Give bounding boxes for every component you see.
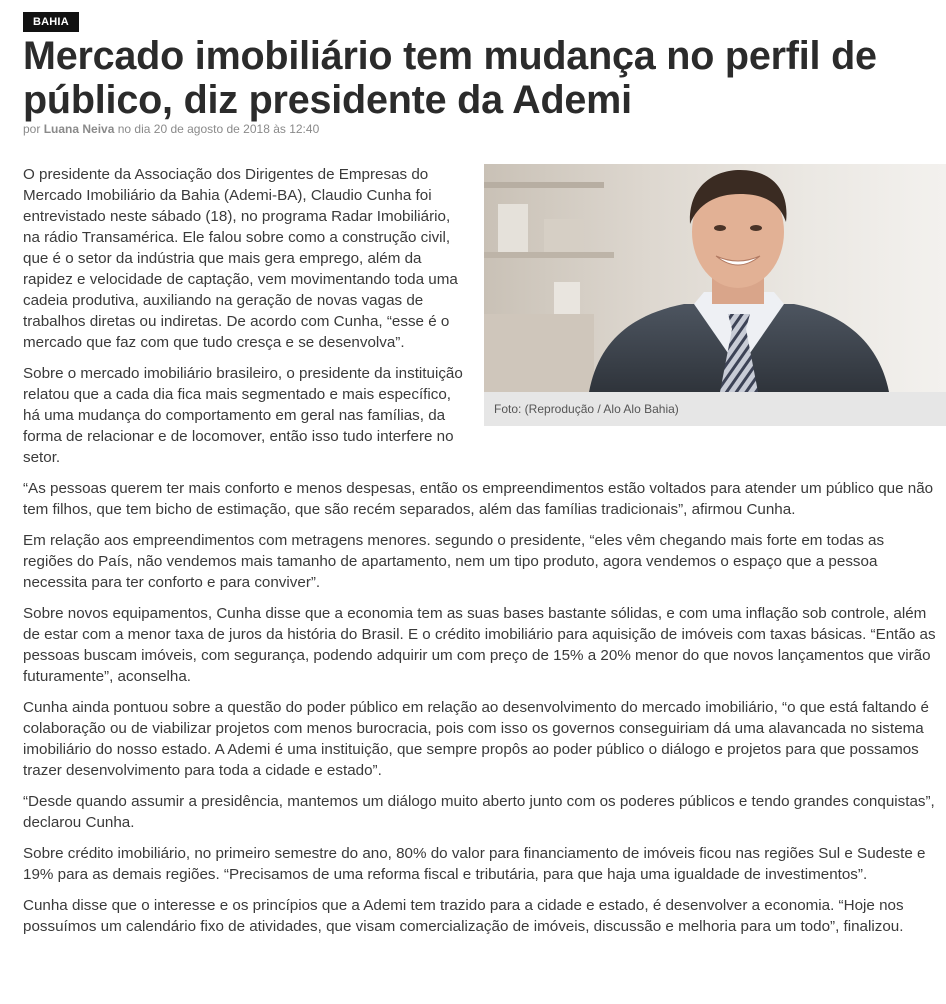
article-figure (484, 164, 946, 426)
paragraph: O presidente da Associação dos Dirigentes de Empresas do Mercado Imobiliário da Bahia (Ademi-BA), Claudio Cunha foi entrevistado neste sábado (18), no programa Radar Imobiliário, na rádio Transamérica. Ele falou sobre como a construção civil, que é o setor da indústria que mais gera emprego, além da rapidez e velocidade de captação, vem movimentando toda uma cadeia produtiva, auxiliando na geração de novas vagas de trabalhos diretas ou indiretas. De acordo com Cunha, “esse é o mercado que faz com que tudo cresça e se desenvolva”. (23, 166, 458, 351)
article-byline (23, 122, 319, 136)
publish-date: no dia 20 de agosto de 2018 às 12:40 (117, 122, 320, 136)
paragraph: Cunha disse que o interesse e os princípios que a Ademi tem trazido para a cidade e estado, é desenvolver a economia. “Hoje nos possuímos um calendário fixo de atividades, que visam comercialização de imóveis, discussão e melhoria para um todo”, finalizou. (23, 897, 904, 935)
paragraph: Sobre o mercado imobiliário brasileiro, o presidente da instituição relatou que a cada dia fica mais segmentado e mais específico, há uma mudança do comportamento em geral nas famílias, da forma de relacionar e de locomover, então isso tudo interfere no setor. (23, 365, 463, 466)
paragraph: Cunha ainda pontuou sobre a questão do poder público em relação ao desenvolvimento do mercado imobiliário, “o que está faltando é colaboração ou de viabilizar projetos com menos burocracia, pois com isso os governos conseguiriam dá uma alavancada no sistema imobiliário do nosso estado. A Ademi é uma instituição, que sempre propôs ao poder público o diálogo e projetos para que possamos trazer desenvolvimento para toda a cidade e estado”. (23, 699, 929, 779)
paragraph: “As pessoas querem ter mais conforto e menos despesas, então os empreendimentos estão voltados para atender um público que não tem filhos, que tem bicho de estimação, que são recém separados, além das famílias tradicionais”, afirmou Cunha. (23, 480, 934, 518)
paragraph: Sobre novos equipamentos, Cunha disse que a economia tem as suas bases bastante sólidas, e com uma inflação sob controle, além de estar com a menor taxa de juros da história do Brasil. E o crédito imobiliário para aquisição de imóveis com taxas básicas. “Então as pessoas buscam imóveis, com segurança, podendo adquirir um com preço de 15% a 20% menor do que novos lançamentos que virão futuramente”, aconselha. (23, 605, 936, 685)
image-caption: Foto: (Reprodução / Alo Alo Bahia) (484, 392, 946, 426)
article-title: Mercado imobiliário tem mudança no perfil de público, diz presidente da Ademi (23, 34, 877, 122)
paragraph: Em relação aos empreendimentos com metragens menores. segundo o presidente, “eles vêm chegando mais forte em todas as regiões do País, não vendemos mais tamanho de apartamento, nem um tipo produto, agora vendemos o espaço que a pessoa necessita para ter conforto e para conviver”. (23, 532, 885, 591)
byline-prefix: por (23, 122, 41, 136)
paragraph: “Desde quando assumir a presidência, mantemos um diálogo muito aberto junto com os poderes públicos e tendo grandes conquistas”, declarou Cunha. (23, 793, 935, 831)
author-link[interactable]: Luana Neiva (43, 122, 115, 136)
article-body (23, 164, 938, 947)
paragraph: Sobre crédito imobiliário, no primeiro semestre do ano, 80% do valor para financiamento de imóveis ficou nas regiões Sul e Sudeste e 19% para as demais regiões. “Precisamos de uma reforma fiscal e tributária, para que haja uma igualdade de investimentos”. (23, 845, 926, 883)
category-tag[interactable]: BAHIA (23, 12, 79, 32)
article-photo (484, 164, 946, 392)
